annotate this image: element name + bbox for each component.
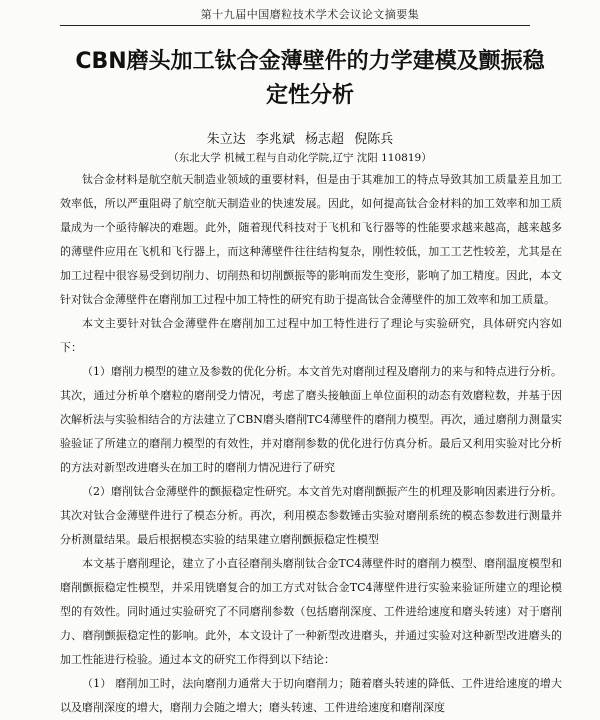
running-header: 第十九届中国磨粒技术学术会议论文摘要集: [200, 8, 420, 21]
affiliation: （东北大学 机械工程与自动化学院,辽宁 沈阳 110819）: [168, 152, 432, 164]
body-text: [60, 168, 562, 720]
paragraph: （1） 磨削加工时，法向磨削力通常大于切向磨削力；随着磨头转速的降低、工件进给速度的增大以及磨削深度的增大，磨削力会随之增大；磨头转速、工件进给速度和磨削深度: [60, 677, 562, 714]
authors: 朱立达 李兆斌 杨志超 倪陈兵: [206, 132, 394, 147]
title-line-2: 定性分析: [265, 83, 354, 108]
paragraph: （2）磨削钛合金薄壁件的颤振稳定性研究。本文首先对磨削颤振产生的机理及影响因素进行分析。其次对钛合金薄壁件进行了模态分析。再次，利用模态参数锤击实验对磨削系统的模态参数进行测量并分析测量结果。最后根据模态实验的结果建立磨削颤振稳定性模型: [60, 485, 562, 546]
paragraph: 本文基于磨削理论，建立了小直径磨削头磨削钛合金TC4薄壁件时的磨削力模型、磨削温度模型和磨削颤振稳定性模型，并采用铣磨复合的加工方式对钛合金TC4薄壁件进行实验来验证所建立的理论模型的有效性。同时通过实验研究了不同磨削参数（包括磨削深度、工件进给速度和磨头转速）对于磨削力、磨削颤振稳定性的影响。此外，本文设计了一种新型改进磨头，并通过实验对这种新型改进磨头的加工性能进行检验。通过本文的研究工作得到以下结论：: [60, 557, 562, 666]
header-rule: [60, 25, 530, 26]
title-line-1: CBN磨头加工钛合金薄壁件的力学建模及颤振稳: [75, 49, 545, 74]
paragraph: 本文主要针对钛合金薄壁件在磨削加工过程中加工特性进行了理论与实验研究，具体研究内容如下：: [60, 317, 562, 354]
paragraph: 钛合金材料是航空航天制造业领域的重要材料，但是由于其难加工的特点导致其加工质量差且加工效率低，所以严重阻碍了航空航天制造业的快速发展。因此，如何提高钛合金材料的加工效率和加工质量成为一个亟待解决的难题。此外，随着现代科技对于飞机和飞行器等的性能要求越来越高，越来越多的薄壁件应用在飞机和飞行器上，而这种薄壁件往往结构复杂，刚性较低，加工工艺性较差，尤其是在加工过程中很容易受到切削力、切削热和切削颤振等的影响而发生变形，影响了加工精度。因此，本文针对钛合金薄壁件在磨削加工过程中加工特性的研究有助于提高钛合金薄壁件的加工效率和加工质量。: [60, 173, 562, 306]
page-title: [40, 45, 580, 113]
paragraph: （1）磨削力模型的建立及参数的优化分析。本文首先对磨削过程及磨削力的来与和特点进行分析。其次，通过分析单个磨粒的磨削受力情况，考虑了磨头接触面上单位面积的动态有效磨粒数，并基于因次解析法与实验相结合的方法建立了CBN磨头磨削TC4薄壁件的磨削力模型。再次，通过磨削力测量实验验证了所建立的磨削力模型的有效性，并对磨削参数的优化进行仿真分析。最后又利用实验对比分析的方法对新型改进磨头在加工时的磨削力情况进行了研究: [60, 365, 562, 474]
